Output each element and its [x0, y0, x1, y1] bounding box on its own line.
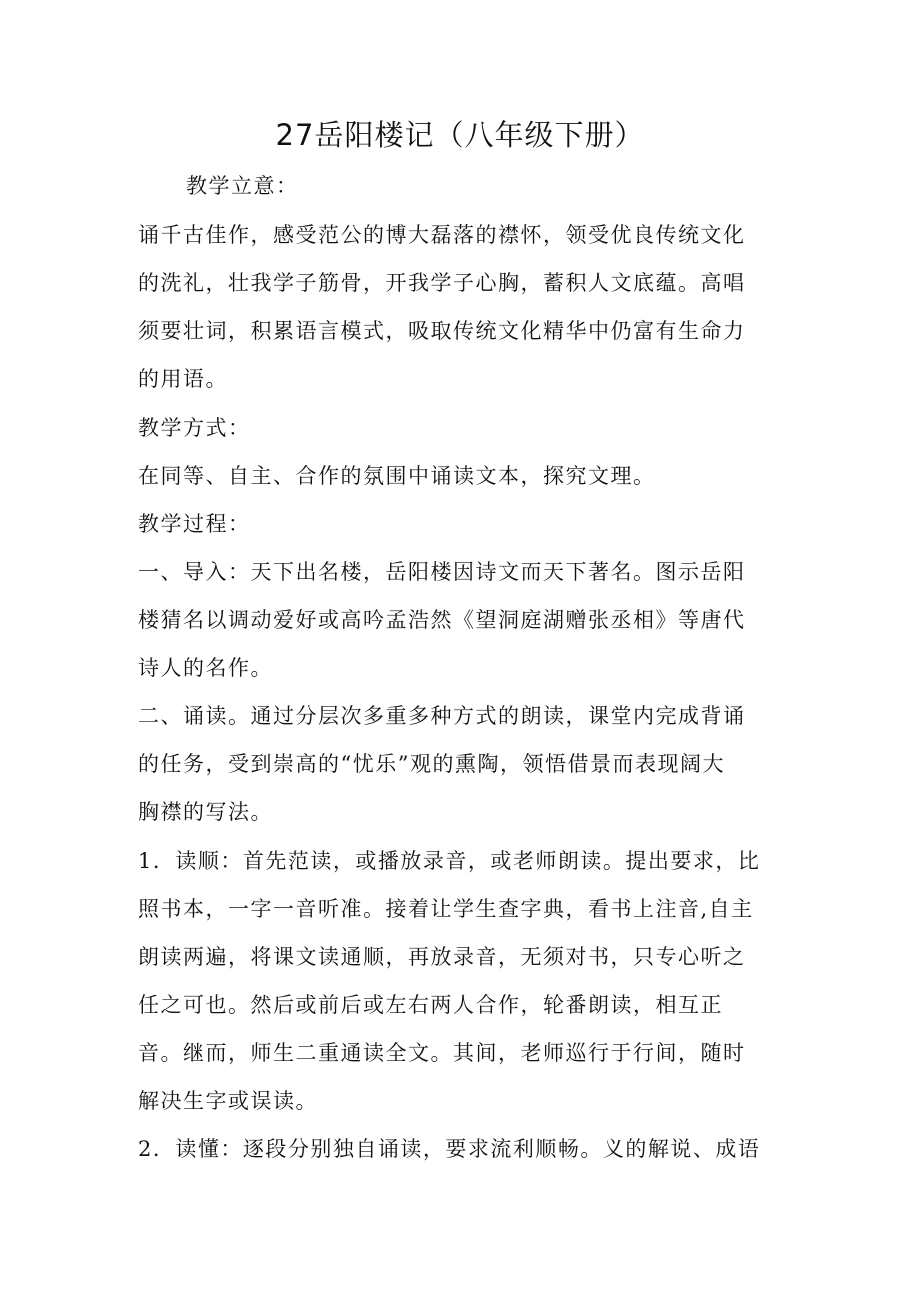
paragraph-line: 音。继而，师生二重通读全文。其间，老师巡行于行间，随时 — [138, 1041, 746, 1065]
section-heading-teaching-process: 教学过程： — [138, 512, 251, 536]
paragraph-line: 2．读懂：逐段分别独自诵读，要求流利顺畅。义的解说、成语 — [138, 1137, 761, 1161]
paragraph-line: 在同等、自主、合作的氛围中诵读文本，探究文理。 — [138, 464, 656, 488]
paragraph-line: 照书本，一字一音听准。接着让学生查字典，看书上注音,自主 — [138, 897, 754, 921]
paragraph-line: 1．读顺：首先范读，或播放录音，或老师朗读。提出要求，比 — [138, 849, 761, 873]
paragraph-line: 胸襟的写法。 — [138, 800, 273, 824]
section-heading-teaching-method: 教学方式： — [138, 416, 251, 440]
paragraph-line: 的用语。 — [138, 367, 228, 391]
paragraph-line: 解决生字或误读。 — [138, 1089, 318, 1113]
paragraph-line: 的洗礼，壮我学子筋骨，开我学子心胸，蓄积人文底蕴。高唱 — [138, 271, 746, 295]
paragraph-line: 任之可也。然后或前后或左右两人合作，轮番朗读，相互正 — [138, 993, 723, 1017]
document-title: 27岳阳楼记（八年级下册） — [275, 118, 645, 152]
section-heading-teaching-intent: 教学立意： — [186, 174, 299, 198]
paragraph-line: 须要壮词，积累语言模式，吸取传统文化精华中仍富有生命力 — [138, 319, 746, 343]
paragraph-line: 的任务，受到崇高的“忧乐”观的熏陶，领悟借景而表现阔大 — [138, 752, 725, 776]
paragraph-line: 朗读两遍，将课文读通顺，再放录音，无须对书，只专心听之 — [138, 945, 746, 969]
paragraph-line: 诗人的名作。 — [138, 656, 273, 680]
paragraph-line: 一、导入：天下出名楼，岳阳楼因诗文而天下著名。图示岳阳 — [138, 560, 746, 584]
paragraph-line: 二、诵读。通过分层次多重多种方式的朗读，课堂内完成背诵 — [138, 704, 746, 728]
paragraph-line: 诵千古佳作，感受范公的博大磊落的襟怀，领受优良传统文化 — [138, 223, 746, 247]
paragraph-line: 楼猜名以调动爱好或高吟孟浩然《望洞庭湖赠张丞相》等唐代 — [138, 608, 746, 632]
